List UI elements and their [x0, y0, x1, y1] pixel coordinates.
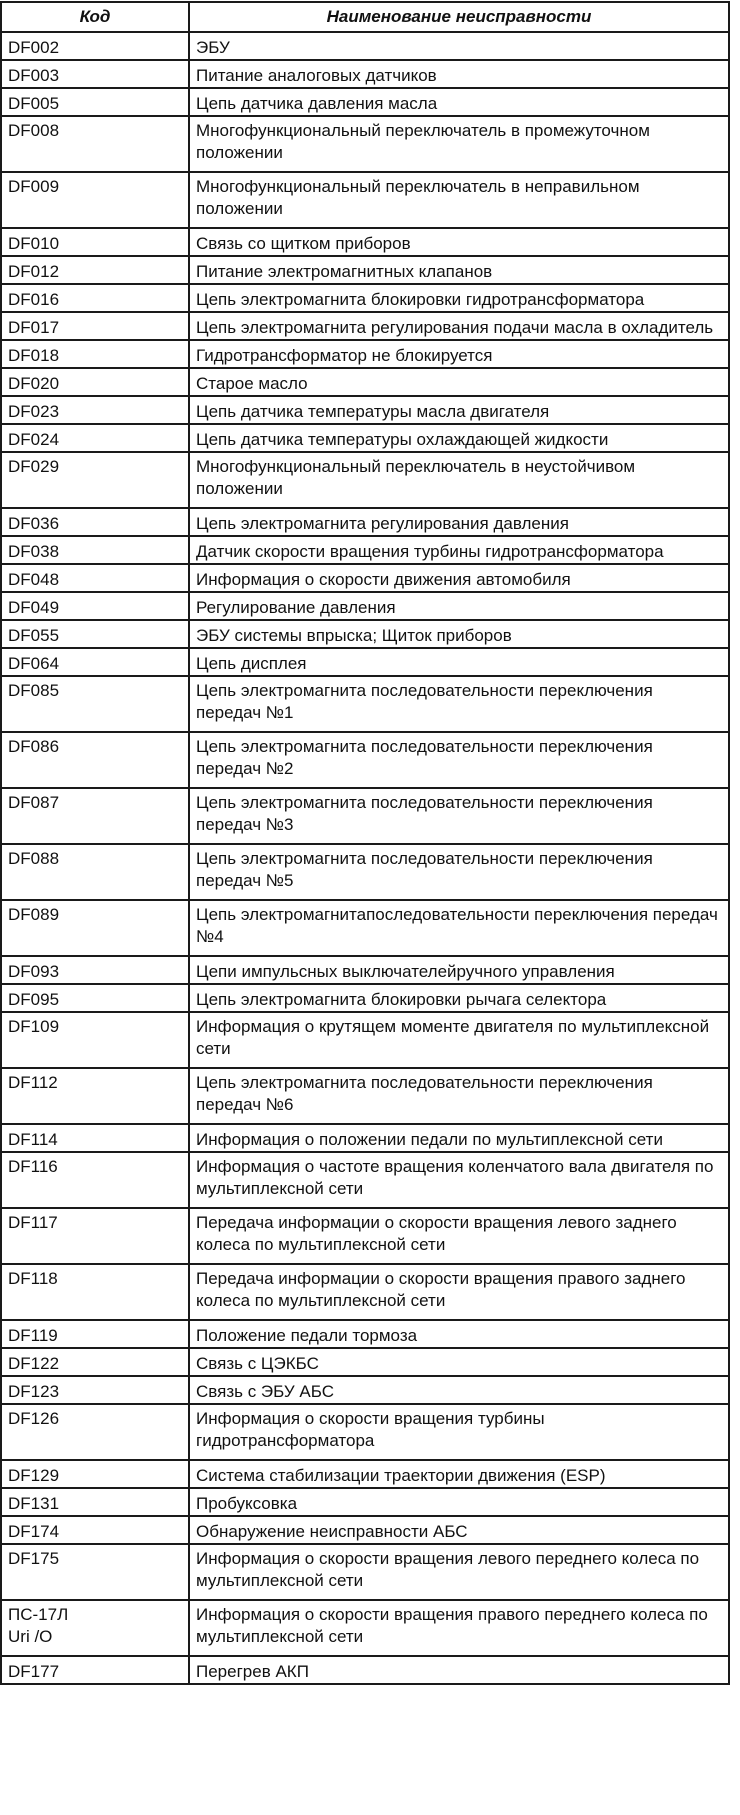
- fault-code-cell: DF118: [1, 1264, 189, 1320]
- fault-code-cell: DF008: [1, 116, 189, 172]
- fault-code-cell: DF010: [1, 228, 189, 256]
- table-row: [1, 396, 729, 424]
- fault-name-cell: Регулирование давления: [189, 592, 729, 620]
- fault-code-cell: DF005: [1, 88, 189, 116]
- fault-code-cell: DF048: [1, 564, 189, 592]
- fault-code-cell: DF064: [1, 648, 189, 676]
- fault-name-cell: Старое масло: [189, 368, 729, 396]
- fault-name-cell: Передача информации о скорости вращения левого заднего колеса по мультиплексной сети: [189, 1208, 729, 1264]
- fault-code-cell: DF114: [1, 1124, 189, 1152]
- fault-name-cell: Перегрев АКП: [189, 1656, 729, 1684]
- fault-code-cell: DF095: [1, 984, 189, 1012]
- fault-code-cell: DF126: [1, 1404, 189, 1460]
- fault-code-cell: DF018: [1, 340, 189, 368]
- table-row: [1, 340, 729, 368]
- table-row: [1, 956, 729, 984]
- fault-name-cell: Передача информации о скорости вращения правого заднего колеса по мультиплексной сети: [189, 1264, 729, 1320]
- fault-name-cell: ЭБУ системы впрыска; Щиток приборов: [189, 620, 729, 648]
- fault-code-cell: DF085: [1, 676, 189, 732]
- fault-name-cell: Цепь дисплея: [189, 648, 729, 676]
- fault-code-cell: DF038: [1, 536, 189, 564]
- fault-code-cell: DF023: [1, 396, 189, 424]
- table-row: [1, 452, 729, 508]
- table-row: [1, 1012, 729, 1068]
- fault-code-cell: DF175: [1, 1544, 189, 1600]
- fault-code-cell: DF055: [1, 620, 189, 648]
- table-row: [1, 60, 729, 88]
- fault-name-cell: Система стабилизации траектории движения (ESP): [189, 1460, 729, 1488]
- fault-name-cell: Датчик скорости вращения турбины гидротрансформатора: [189, 536, 729, 564]
- fault-name-cell: Цепь электромагнита последовательности переключения передач №2: [189, 732, 729, 788]
- fault-name-cell: ЭБУ: [189, 32, 729, 60]
- fault-name-cell: Информация о положении педали по мультиплексной сети: [189, 1124, 729, 1152]
- fault-code-cell: DF116: [1, 1152, 189, 1208]
- fault-name-cell: Цепь электромагнита последовательности переключения передач №3: [189, 788, 729, 844]
- table-row: [1, 116, 729, 172]
- fault-code-cell: DF012: [1, 256, 189, 284]
- fault-code-cell: DF087: [1, 788, 189, 844]
- fault-name-cell: Цепь датчика давления масла: [189, 88, 729, 116]
- table-row: [1, 1488, 729, 1516]
- fault-name-cell: Информация о частоте вращения коленчатого вала двигателя по мультиплексной сети: [189, 1152, 729, 1208]
- table-row: [1, 1656, 729, 1684]
- fault-name-cell: Цепь электромагнита последовательности переключения передач №1: [189, 676, 729, 732]
- fault-code-cell: DF177: [1, 1656, 189, 1684]
- fault-code-cell: ПС-17Л Uri /O: [1, 1600, 189, 1656]
- fault-name-cell: Многофункциональный переключатель в неправильном положении: [189, 172, 729, 228]
- table-row: [1, 1152, 729, 1208]
- header-row: [1, 2, 729, 32]
- fault-name-cell: Информация о крутящем моменте двигателя по мультиплексной сети: [189, 1012, 729, 1068]
- fault-name-cell: Информация о скорости вращения правого переднего колеса по мультиплексной сети: [189, 1600, 729, 1656]
- fault-code-cell: DF009: [1, 172, 189, 228]
- fault-name-cell: Цепь электромагнита регулирования подачи масла в охладитель: [189, 312, 729, 340]
- fault-codes-table: [0, 1, 730, 1685]
- fault-name-cell: Гидротрансформатор не блокируется: [189, 340, 729, 368]
- fault-code-cell: DF109: [1, 1012, 189, 1068]
- fault-name-cell: Многофункциональный переключатель в неустойчивом положении: [189, 452, 729, 508]
- fault-name-cell: Информация о скорости вращения левого переднего колеса по мультиплексной сети: [189, 1544, 729, 1600]
- fault-code-cell: DF049: [1, 592, 189, 620]
- table-row: [1, 1516, 729, 1544]
- table-row: [1, 1124, 729, 1152]
- fault-code-cell: DF089: [1, 900, 189, 956]
- table-row: [1, 1264, 729, 1320]
- fault-name-cell: Цепь электромагнита последовательности переключения передач №5: [189, 844, 729, 900]
- fault-name-cell: Информация о скорости вращения турбины гидротрансформатора: [189, 1404, 729, 1460]
- fault-name-cell: Пробуксовка: [189, 1488, 729, 1516]
- table-row: [1, 732, 729, 788]
- table-row: [1, 536, 729, 564]
- fault-name-cell: Питание аналоговых датчиков: [189, 60, 729, 88]
- fault-name-cell: Цепь электромагнитапоследовательности переключения передач №4: [189, 900, 729, 956]
- fault-name-cell: Цепь электромагнита регулирования давления: [189, 508, 729, 536]
- table-row: [1, 984, 729, 1012]
- fault-code-cell: DF036: [1, 508, 189, 536]
- table-row: [1, 1600, 729, 1656]
- fault-name-cell: Питание электромагнитных клапанов: [189, 256, 729, 284]
- table-row: [1, 592, 729, 620]
- fault-name-cell: Положение педали тормоза: [189, 1320, 729, 1348]
- table-row: [1, 424, 729, 452]
- fault-name-cell: Цепь датчика температуры масла двигателя: [189, 396, 729, 424]
- fault-code-cell: DF003: [1, 60, 189, 88]
- table-row: [1, 1460, 729, 1488]
- fault-code-cell: DF024: [1, 424, 189, 452]
- fault-name-cell: Обнаружение неисправности АБС: [189, 1516, 729, 1544]
- table-row: [1, 32, 729, 60]
- header-name: Наименование неисправности: [189, 2, 729, 32]
- table-row: [1, 620, 729, 648]
- fault-name-cell: Цепь электромагнита блокировки рычага селектора: [189, 984, 729, 1012]
- fault-code-cell: DF122: [1, 1348, 189, 1376]
- fault-name-cell: Многофункциональный переключатель в промежуточном положении: [189, 116, 729, 172]
- table-row: [1, 1208, 729, 1264]
- table-row: [1, 1320, 729, 1348]
- fault-name-cell: Связь с ЭБУ АБС: [189, 1376, 729, 1404]
- fault-name-cell: Связь с ЦЭКБС: [189, 1348, 729, 1376]
- table-row: [1, 256, 729, 284]
- table-row: [1, 564, 729, 592]
- fault-name-cell: Цепи импульсных выключателейручного управления: [189, 956, 729, 984]
- table-row: [1, 284, 729, 312]
- table-row: [1, 508, 729, 536]
- table-header: [1, 2, 729, 32]
- table-row: [1, 900, 729, 956]
- fault-code-cell: DF117: [1, 1208, 189, 1264]
- fault-code-cell: DF129: [1, 1460, 189, 1488]
- fault-code-cell: DF020: [1, 368, 189, 396]
- table-row: [1, 1068, 729, 1124]
- fault-code-cell: DF002: [1, 32, 189, 60]
- fault-code-cell: DF123: [1, 1376, 189, 1404]
- fault-code-cell: DF016: [1, 284, 189, 312]
- fault-name-cell: Связь со щитком приборов: [189, 228, 729, 256]
- fault-code-cell: DF131: [1, 1488, 189, 1516]
- table-row: [1, 312, 729, 340]
- fault-code-cell: DF088: [1, 844, 189, 900]
- fault-code-cell: DF029: [1, 452, 189, 508]
- fault-code-cell: DF112: [1, 1068, 189, 1124]
- table-row: [1, 172, 729, 228]
- table-row: [1, 1376, 729, 1404]
- table-row: [1, 648, 729, 676]
- fault-code-cell: DF086: [1, 732, 189, 788]
- fault-code-cell: DF119: [1, 1320, 189, 1348]
- fault-name-cell: Цепь датчика температуры охлаждающей жидкости: [189, 424, 729, 452]
- table-row: [1, 844, 729, 900]
- table-row: [1, 676, 729, 732]
- table-row: [1, 788, 729, 844]
- fault-name-cell: Цепь электромагнита последовательности переключения передач №6: [189, 1068, 729, 1124]
- fault-code-cell: DF093: [1, 956, 189, 984]
- fault-name-cell: Информация о скорости движения автомобиля: [189, 564, 729, 592]
- table-row: [1, 228, 729, 256]
- table-row: [1, 1348, 729, 1376]
- header-code: Код: [1, 2, 189, 32]
- fault-name-cell: Цепь электромагнита блокировки гидротрансформатора: [189, 284, 729, 312]
- table-row: [1, 88, 729, 116]
- fault-code-cell: DF017: [1, 312, 189, 340]
- table-body: [1, 32, 729, 1684]
- fault-code-cell: DF174: [1, 1516, 189, 1544]
- table-row: [1, 1544, 729, 1600]
- table-row: [1, 368, 729, 396]
- table-row: [1, 1404, 729, 1460]
